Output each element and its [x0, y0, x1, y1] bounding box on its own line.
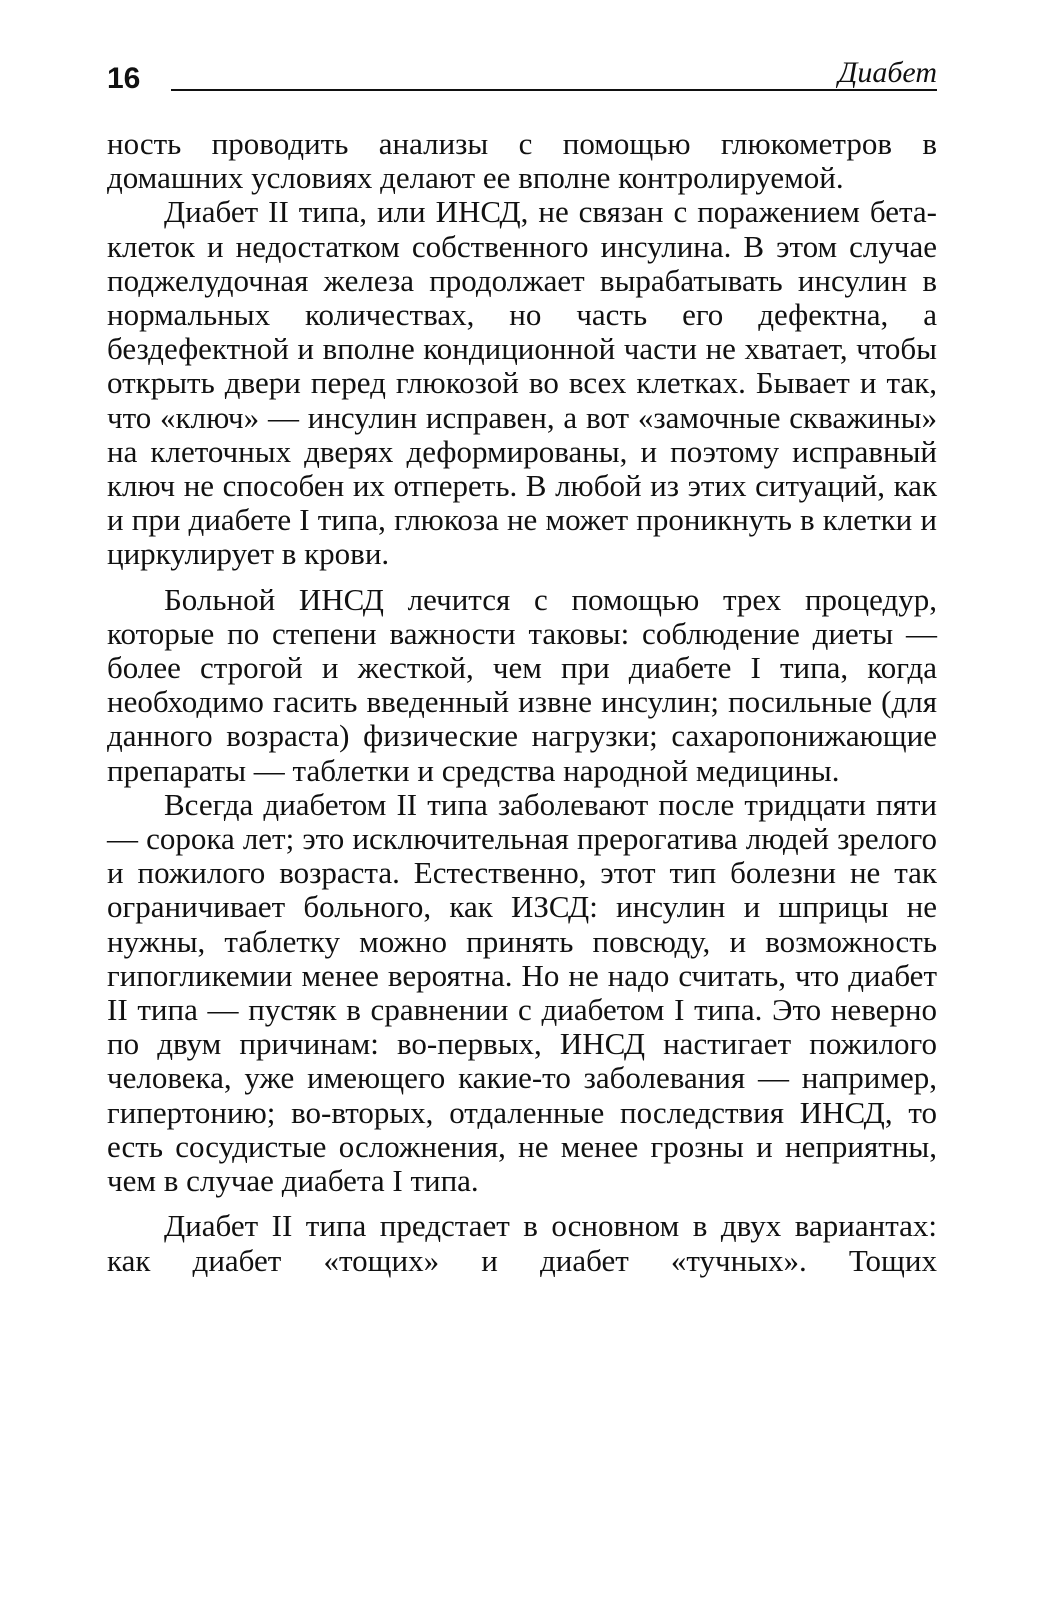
paragraph-age-and-risks: Всегда диабетом II типа заболевают после тридцати пяти — сорока лет; это исключительная прерогатива людей зрелого и пожилого возраста. Естественно, этот тип болезни не так ограничивает больного, как ИЗСД: инсулин и шприцы не нужны, таблетку можно принять повсюду, и возможность гипогликемии менее вероятна. Но не надо считать, что диабет II типа — пустяк в сравнении с диабетом I типа. Это неверно по двум причинам: во-первых, ИНСД настигает пожилого человека, уже имеющего какие-то заболевания — например, гипертонию; во-вторых, отдаленные последствия ИНСД, то есть сосудистые осложнения, не менее грозны и неприятны, чем в случае диабета I типа.: [107, 786, 937, 1199]
running-title: Диабет: [834, 58, 937, 88]
paragraph-continuation: ность проводить анализы с помощью глюкометров в домашних условиях делают ее вполне контролируемой.: [107, 126, 937, 196]
header-rule: [171, 89, 937, 91]
page-number: 16: [107, 62, 141, 95]
paragraph-treatment: Больной ИНСД лечится с помощью трех процедур, которые по степени важности таковы: соблюдение диеты — более строгой и жесткой, чем при диабете I типа, когда необходимо гасить введенный извне инсулин; посильные (для данного возраста) физические нагрузки; сахаропонижающие препараты — таблетки и средства народной медицины.: [107, 581, 937, 788]
paragraph-variants: Диабет II типа предстает в основном в двух вариантах: как диабет «тощих» и диабет «тучных». Тощих: [107, 1208, 937, 1278]
paragraph-type-2-description: Диабет II типа, или ИНСД, не связан с поражением бета-клеток и недостатком собственного инсулина. В этом случае поджелудочная железа продолжает вырабатывать инсулин в нормальных количествах, но часть его дефектна, а бездефектной и вполне кондиционной части не хватает, чтобы открыть двери перед глюкозой во всех клетках. Бывает и так, что «ключ» — инсулин исправен, а вот «замочные скважины» на клеточных дверях деформированы, и поэтому исправный ключ не способен их отпереть. В любой из этих ситуаций, как и при диабете I типа, глюкоза не может проникнуть в клетки и циркулирует в крови.: [107, 194, 937, 572]
page-header: [107, 58, 937, 98]
body-text: [107, 127, 937, 1278]
